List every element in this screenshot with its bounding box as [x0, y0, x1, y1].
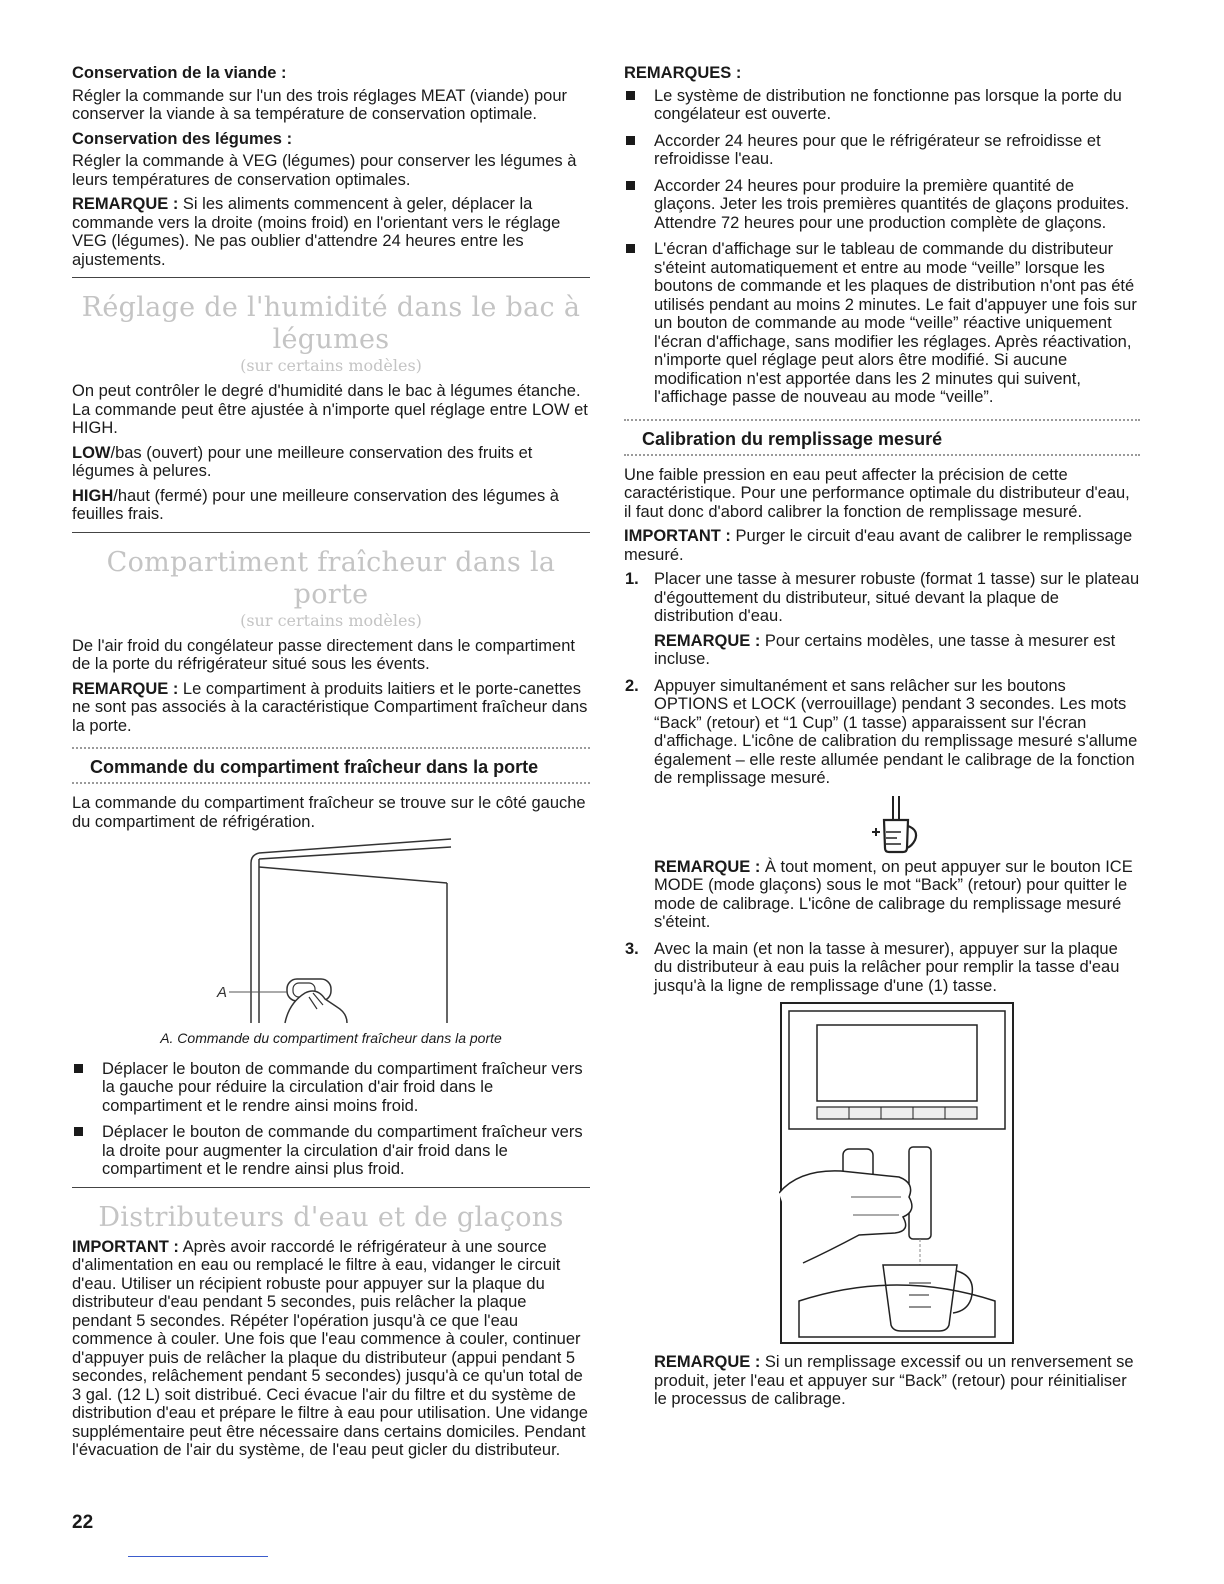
left-column — [72, 64, 590, 1466]
calibration-important-label: IMPORTANT : — [624, 527, 731, 545]
step-note — [654, 632, 1140, 669]
page-number: 22 — [72, 1512, 94, 1533]
final-note-label: REMARQUE : — [654, 1353, 761, 1371]
freshness-control-heading: Commande du compartiment fraîcheur dans la porte — [72, 747, 590, 784]
dispensers-important — [72, 1238, 590, 1460]
freshness-control-text: La commande du compartiment fraîcheur se trouve sur le côté gauche du compartiment de réfrigération. — [72, 794, 586, 831]
meat-heading: Conservation de la viande : — [72, 64, 287, 82]
step-item — [624, 677, 1140, 932]
list-item: Accorder 24 heures pour que le réfrigérateur se refroidisse et refroidisse l'eau. — [624, 132, 1140, 169]
humidity-intro: On peut contrôler le degré d'humidité dans le bac à légumes étanche. La commande peut être ajustée à n'importe quel réglage entre LOW et HIGH. — [72, 382, 588, 437]
list-item: L'écran d'affichage sur le tableau de commande du distributeur s'éteint automatiquement et entre au mode “veille” lorsque les boutons de commande et les plaques de distribution n'ont pas été utilisés pendant au moins 2 minutes. Le fait d'appuyer une fois sur un bouton de commande au mode “veille” réactive uniquement l'écran d'affichage, sans modifier les réglages. Après réactivation, n'importe quel réglage peut alors être modifié. Si aucune modification n'est apportée dans les 2 minutes qui suivent, l'affichage passe de nouveau au mode “veille”. — [624, 240, 1140, 407]
humidity-section-subtitle: (sur certains modèles) — [240, 356, 422, 375]
freshness-intro: De l'air froid du congélateur passe directement dans le compartiment de la porte du réfrigérateur situé sous les évents. — [72, 636, 575, 673]
high-text: /haut (fermé) pour une meilleure conservation des légumes à feuilles frais. — [72, 486, 559, 523]
step-number: 3. — [625, 939, 639, 958]
list-item: Accorder 24 heures pour produire la première quantité de glaçons. Jeter les trois premières quantités de glaçons produites. Attendre 72 heures pour une production complète de glaçons. — [624, 177, 1140, 233]
freshness-section-title: Compartiment fraîcheur dans la porte — [106, 546, 556, 610]
figure-label-a: A — [217, 984, 228, 1001]
step-item — [624, 940, 1140, 1346]
low-label: LOW — [72, 443, 111, 462]
section-divider — [72, 277, 590, 278]
calibration-final-note — [624, 1353, 1140, 1409]
calibration-steps — [624, 570, 1140, 1345]
step-text: Appuyer simultanément et sans relâcher sur les boutons OPTIONS et LOCK (verrouillage) pendant 3 secondes. Les mots “Back” (retour) et “1 Cup” (1 tasse) apparaissent sur l'écran d'affichage. L'icône de calibration du remplissage mesuré s'allume également – elle reste allumée pendant le calibrage de la fonction de remplissage mesuré. — [654, 676, 1138, 787]
door-control-illustration — [201, 837, 461, 1025]
step-number: 1. — [625, 570, 639, 588]
veg-note — [72, 195, 590, 269]
section-divider — [72, 1187, 590, 1188]
calibration-important-text: Purger le circuit d'eau avant de calibrer le remplissage mesuré. — [624, 527, 1133, 564]
footer-rule — [128, 1556, 268, 1557]
remarques-list — [624, 87, 1140, 407]
step-item — [624, 570, 1140, 669]
list-item: Déplacer le bouton de commande du compartiment fraîcheur vers la droite pour augmenter la circulation d'air froid dans le compartiment et le rendre ainsi plus froid. — [72, 1123, 590, 1179]
freshness-note-label: REMARQUE : — [72, 679, 179, 698]
calibration-important — [624, 527, 1140, 564]
list-item: Déplacer le bouton de commande du compartiment fraîcheur vers la gauche pour réduire la circulation d'air froid dans le compartiment et le rendre ainsi moins froid. — [72, 1060, 590, 1116]
step-note-text: Pour certains modèles, une tasse à mesurer est incluse. — [654, 631, 1116, 668]
low-text: /bas (ouvert) pour une meilleure conservation des fruits et légumes à pelures. — [72, 443, 533, 480]
high-label: HIGH — [72, 486, 114, 505]
step-text: Avec la main (et non la tasse à mesurer), appuyer sur la plaque du distributeur à eau puis la relâcher pour remplir la tasse d'eau jusqu'à la ligne de remplissage d'une (1) tasse. — [654, 939, 1120, 995]
freshness-note — [72, 680, 590, 736]
freshness-bullets — [72, 1060, 590, 1179]
remarques-heading: REMARQUES : — [624, 64, 742, 82]
step-note — [654, 858, 1140, 932]
dispensers-important-text: Après avoir raccordé le réfrigérateur à une source d'alimentation en eau ou remplacé le filtre à eau, vidanger le circuit d'eau. Utiliser un récipient robuste pour appuyer sur la plaque du distributeur d'eau pendant 5 secondes, puis relâcher la plaque pendant 5 secondes. Répéter l'opération jusqu'à ce que l'eau commence à couler. Une fois que l'eau commence à couler, continuer d'appuyer puis de relâcher la plaque du distributeur (appui pendant 5 secondes, relâchement pendant 5 secondes) jusqu'à ce qu'un total de 3 gal. (12 L) soit distribué. Ceci évacue l'air du filtre et du système de distribution d'eau et prépare le filtre à eau pour utilisation. Une vidange supplémentaire peut être nécessaire dans certains domiciles. Pendant l'évacuation de l'air du système, de l'eau peut gicler du distributeur. — [72, 1237, 588, 1459]
step-note-label: REMARQUE : — [654, 857, 761, 876]
veg-note-label: REMARQUE : — [72, 195, 179, 213]
dispensers-section-title: Distributeurs d'eau et de glaçons — [98, 1201, 564, 1233]
step-number: 2. — [625, 676, 639, 695]
dispenser-illustration — [779, 1001, 1015, 1345]
freshness-section-subtitle: (sur certains modèles) — [240, 610, 422, 630]
calibration-heading: Calibration du remplissage mesuré — [624, 419, 1140, 456]
freshness-note-text: Le compartiment à produits laitiers et le porte-canettes ne sont pas associés à la caractéristique Compartiment fraîcheur dans la porte. — [72, 679, 588, 735]
humidity-section-title: Réglage de l'humidité dans le bac à légumes — [81, 292, 581, 355]
humidity-high — [72, 487, 590, 524]
figure-caption: A. Commande du compartiment fraîcheur dans la porte — [160, 1030, 502, 1046]
meat-text: Régler la commande sur l'un des trois réglages MEAT (viande) pour conserver la viande à sa température de conservation optimale. — [72, 86, 568, 123]
section-divider — [72, 532, 590, 533]
veg-note-text: Si les aliments commencent à geler, déplacer la commande vers la droite (moins froid) en l'orientant vers le réglage VEG (légumes). Ne pas oublier d'attendre 24 heures entre les ajustements. — [72, 195, 561, 269]
step-note-text: À tout moment, on peut appuyer sur le bouton ICE MODE (mode glaçons) sous le mot “Back” (retour) pour quitter le mode de calibrage. L'icône de calibrage du remplissage mesuré s'éteint. — [654, 857, 1133, 931]
measured-fill-icon — [867, 794, 927, 858]
veg-heading: Conservation des légumes : — [72, 129, 293, 148]
list-item: Le système de distribution ne fonctionne pas lorsque la porte du congélateur est ouverte. — [624, 87, 1140, 124]
step-note-label: REMARQUE : — [654, 631, 761, 650]
step-text: Placer une tasse à mesurer robuste (format 1 tasse) sur le plateau d'égouttement du distributeur, situé devant la plaque de distribution d'eau. — [654, 570, 1140, 625]
calibration-intro: Une faible pression en eau peut affecter la précision de cette caractéristique. Pour une performance optimale du distributeur d'eau, il faut donc d'abord calibrer la fonction de remplissage mesuré. — [624, 465, 1130, 521]
final-note-text: Si un remplissage excessif ou un renversement se produit, jeter l'eau et appuyer sur “Back” (retour) pour réinitialiser le processus de calibrage. — [654, 1353, 1134, 1408]
humidity-low — [72, 444, 590, 481]
dispensers-important-label: IMPORTANT : — [72, 1237, 179, 1256]
veg-text: Régler la commande à VEG (légumes) pour conserver les légumes à leurs températures de conservation optimales. — [72, 152, 577, 189]
right-column — [624, 64, 1140, 1415]
